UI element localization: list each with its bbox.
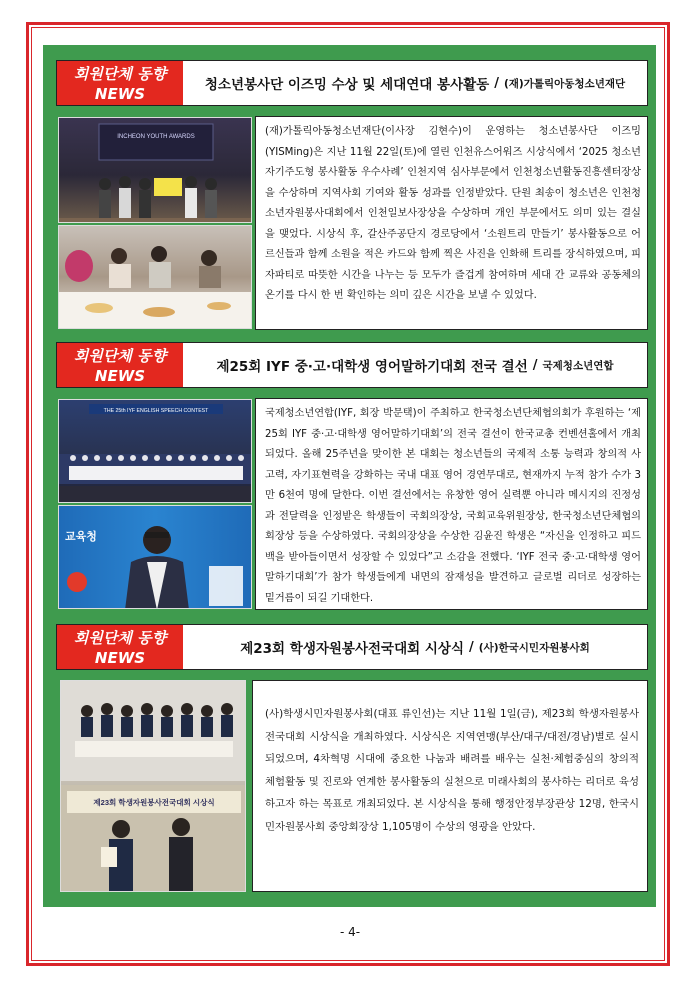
news-section-1: [56, 60, 648, 330]
article-body: (재)가톨릭아동청소년재단(이사장 김현수)이 운영하는 청소년봉사단 이즈밍(YISMing)은 지난 11월 22일(토)에 열린 인천유스어워즈 시상식에서 ‘2025 청소년자기주도형 봉사활동 우수사례’ 인천지역 심사부문에서 인천청소년활동진흥센터장상을 수상하며 지역사회 기여와 활동 성과를 인정받았다. 단원 최송이 청소년은 인천청소년자원봉사대회에서 인천일보사장상을 수상하며 개인 부문에서도 의미 있는 결실을 맺었다. 시상식 후, 갈산주공단지 경로당에서 ‘소원트리 만들기’ 봉사활동으로 어르신들과 함께 소원을 적은 카드와 함께 찍은 사진을 인화해 트리를 장식하였으며, 피자파티로 따뜻한 시간을 나누는 등 모두가 즐겁게 참여하며 세대 간 교류와 공동체의 온기를 다시 한 번 확인하는 의미 깊은 시간을 보낼 수 있었다.: [255, 116, 648, 330]
photo-caption: INCHEON YOUTH AWARDS: [117, 134, 195, 140]
section-title: 제25회 IYF 중·고·대학생 영어말하기대회 전국 결선: [216, 359, 528, 375]
photo-caption: 교육청: [65, 531, 97, 543]
title-separator: /: [532, 357, 538, 373]
article-body: 국제청소년연합(IYF, 회장 박문택)이 주최하고 한국청소년단체협의회가 후원하는 ‘제25회 IYF 중·고·대학생 영어말하기대회’의 전국 결선이 한국교총 컨벤션홀에서 개최되었다. 올해 25주년을 맞이한 본 대회는 청소년들의 국제적 소통 능력과 창의적 사고력, 자기표현력을 강화하는 국내 대표 영어 경연무대로, 현재까지 누적 참가 수가 3만 6천여 명에 달한다. 이번 결선에서는 유창한 영어 실력뿐 아니라 메시지의 진정성과 전달력을 인정받은 학생들이 국회의장상, 국회교육위원장상, 한국청소년단체협의회장상 등을 수상하였다. 국회의장상을 수상한 김윤진 학생은 “자신을 인정하고 피드백을 받아들이면서 성장할 수 있었다”고 소감을 전했다. ‘IYF 전국 중·고·대학생 영어말하기대회’가 참가 학생들에게 내면의 잠재성을 발견하고 글로벌 리더로 성장하는 밑거름이 되길 기대한다.: [255, 398, 648, 610]
section-organization: 국제청소년연합: [542, 359, 614, 372]
award-ceremony-photo: [58, 117, 252, 223]
title-separator: /: [494, 75, 499, 91]
section-title-wrap: [189, 343, 641, 387]
student-group-graphic: [61, 681, 246, 892]
speech-contest-group-photo: [58, 399, 252, 503]
section-title: 청소년봉사단 이즈밍 수상 및 세대연대 봉사활동: [204, 77, 490, 93]
award-ceremony-graphic: [59, 118, 252, 223]
section-title-wrap: [189, 625, 641, 669]
section-organization: (사)한국시민자원봉사회: [478, 641, 590, 654]
news-section-2: [56, 342, 648, 612]
news-badge: 회원단체 동향 NEWS: [57, 61, 183, 105]
news-section-3: [56, 624, 648, 894]
news-badge: 회원단체 동향 NEWS: [57, 625, 183, 669]
page-number: - 4-: [339, 925, 361, 939]
photo-caption: 제23회 학생자원봉사전국대회 시상식: [93, 798, 215, 807]
section-title: 제23회 학생자원봉사전국대회 시상식: [240, 641, 465, 657]
section-header: [56, 342, 648, 388]
award-winner-graphic: [59, 506, 252, 609]
speech-contest-graphic: [59, 400, 252, 503]
student-group-photo: [60, 680, 246, 892]
section-title-wrap: [189, 61, 641, 105]
section-header: [56, 624, 648, 670]
news-badge: 회원단체 동향 NEWS: [57, 343, 183, 387]
article-body: (사)학생시민자원봉사회(대표 류인선)는 지난 11월 1일(금), 제23회 학생자원봉사전국대회 시상식을 개최하였다. 시상식은 지역연맹(부산/대구/대전/경남)별로 실시되었으며, 4차혁명 시대에 중요한 나눔과 배려를 배우는 실천·체험중심의 창의적 체험활동 및 진로와 연계한 봉사활동의 실천으로 미래사회의 봉사하는 리더로 육성하고자 하는 목표로 개최되었다. 본 시상식을 통해 행정안정부장관상 12명, 한국시민자원봉사회 중앙회장상 1,105명이 수상의 영광을 안았다.: [252, 680, 648, 892]
title-separator: /: [469, 639, 474, 655]
section-organization: (재)가톨릭아동청소년재단: [503, 77, 626, 90]
award-winner-photo: [58, 505, 252, 609]
section-header: [56, 60, 648, 106]
photo-caption: THE 25th IYF ENGLISH SPEECH CONTEST: [103, 408, 209, 414]
volunteers-graphic: [59, 226, 252, 329]
volunteers-with-seniors-photo: [58, 225, 252, 329]
